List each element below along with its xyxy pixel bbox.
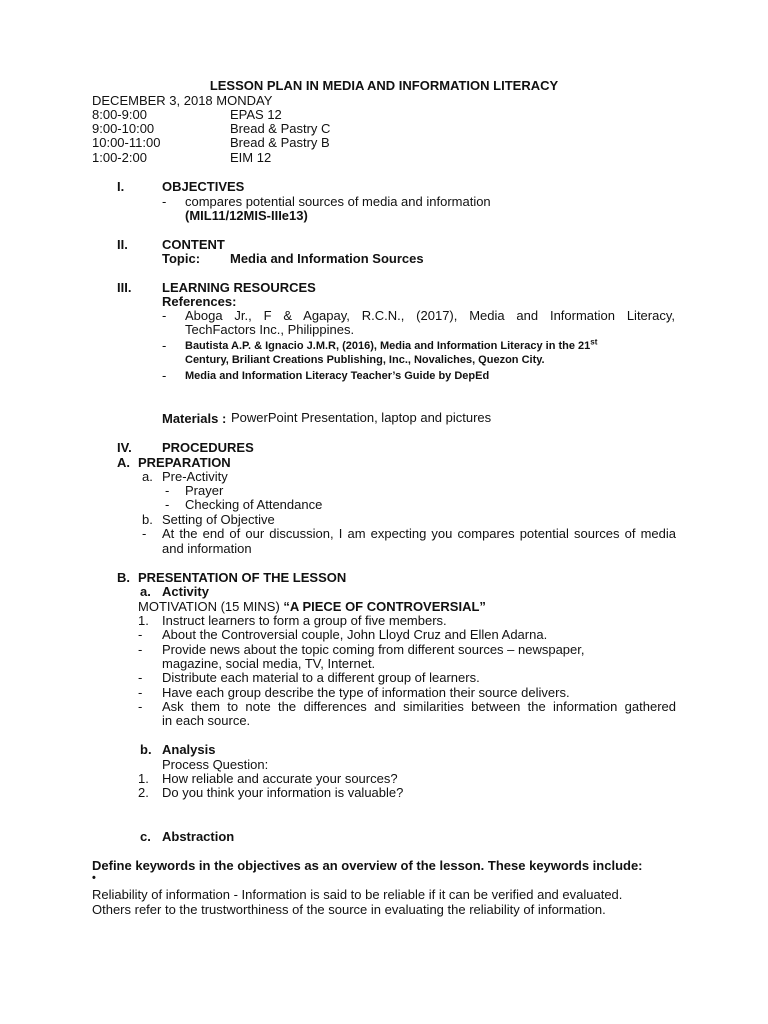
setting-text-line-1: At the end of our discussion, I am expecting you compares potential sources of media <box>162 526 676 541</box>
setting-objective: Setting of Objective <box>162 512 275 527</box>
setting-text-line-2: and information <box>162 541 252 556</box>
activity-item-4: Distribute each material to a different group of learners. <box>162 670 480 685</box>
item-letter: a. <box>142 469 153 484</box>
procedures-heading: PROCEDURES <box>162 440 254 455</box>
materials-value: PowerPoint Presentation, laptop and pictures <box>231 410 492 425</box>
date-line: DECEMBER 3, 2018 MONDAY <box>92 93 273 108</box>
superscript: st <box>590 337 598 347</box>
list-number: 1. <box>138 771 149 786</box>
document-title: LESSON PLAN IN MEDIA AND INFORMATION LITERACY <box>209 78 559 93</box>
checking-attendance: Checking of Attendance <box>185 497 323 512</box>
abstraction-heading: Abstraction <box>162 829 235 844</box>
item-letter: b. <box>140 742 152 757</box>
section-numeral: IV. <box>117 440 132 455</box>
section-numeral: III. <box>117 280 132 295</box>
reference-1-line-2: TechFactors Inc., Philippines. <box>185 322 355 337</box>
section-numeral: I. <box>117 179 125 194</box>
list-dash: - <box>142 526 147 541</box>
list-dash: - <box>162 368 167 383</box>
list-dash: - <box>138 685 143 700</box>
schedule-time: 10:00-11:00 <box>92 135 161 150</box>
list-dash: - <box>162 308 167 323</box>
pre-activity: Pre-Activity <box>162 469 228 484</box>
motivation-prefix: MOTIVATION (15 MINS) <box>138 599 284 614</box>
keywords-intro: Define keywords in the objectives as an overview of the lesson. These keywords include: <box>92 858 643 873</box>
question-1: How reliable and accurate your sources? <box>162 771 398 786</box>
list-dash: - <box>138 670 143 685</box>
reference-1-line-1: Aboga Jr., F & Agapay, R.C.N., (2017), Media and Information Literacy, <box>185 308 675 323</box>
part-letter: A. <box>117 455 130 470</box>
competency-code: (MIL11/12MIS-IIIe13) <box>185 208 308 223</box>
list-dash: - <box>138 627 143 642</box>
activity-item-6-line-1: Ask them to note the differences and similarities between the information gathered <box>162 699 676 714</box>
schedule-time: 1:00-2:00 <box>92 150 147 165</box>
schedule-class: EIM 12 <box>230 150 272 165</box>
list-number: 1. <box>138 613 149 628</box>
schedule-time: 9:00-10:00 <box>92 121 155 136</box>
activity-item-2: About the Controversial couple, John Lloyd Cruz and Ellen Adarna. <box>162 627 548 642</box>
reference-2-line-2: Century, Briliant Creations Publishing, Inc., Novaliches, Quezon City. <box>185 354 545 366</box>
analysis-heading: Analysis <box>162 742 216 757</box>
item-letter: c. <box>140 829 151 844</box>
activity-item-6-line-2: in each source. <box>162 713 251 728</box>
activity-item-3-line-2: magazine, social media, TV, Internet. <box>162 656 376 671</box>
schedule-class: EPAS 12 <box>230 107 282 122</box>
list-number: 2. <box>138 785 149 800</box>
list-dash: - <box>138 699 143 714</box>
reference-2-line-1: Bautista A.P. & Ignacio J.M.R, (2016), Media and Information Literacy in the 21st <box>185 337 598 352</box>
section-numeral: II. <box>117 237 128 252</box>
process-question-label: Process Question: <box>162 757 269 772</box>
activity-item-1: Instruct learners to form a group of five members. <box>162 613 447 628</box>
references-label: References: <box>162 294 237 309</box>
presentation-heading: PRESENTATION OF THE LESSON <box>138 570 347 585</box>
item-letter: b. <box>142 512 153 527</box>
topic-value: Media and Information Sources <box>230 251 424 266</box>
motivation-title: “A PIECE OF CONTROVERSIAL” <box>283 599 486 614</box>
list-dash: - <box>165 483 170 498</box>
list-dash: - <box>165 497 170 512</box>
list-dash: - <box>162 194 167 209</box>
bullet: • <box>92 872 96 884</box>
list-dash: - <box>162 338 167 353</box>
question-2: Do you think your information is valuable? <box>162 785 404 800</box>
reference-3: Media and Information Literacy Teacher’s Guide by DepEd <box>185 370 490 382</box>
item-letter: a. <box>140 584 151 599</box>
schedule-row <box>0 136 768 151</box>
part-letter: B. <box>117 570 130 585</box>
keyword-reliability-line-1: Reliability of information - Information is said to be reliable if it can be verified and evaluated. <box>92 887 623 902</box>
activity-heading: Activity <box>162 584 209 599</box>
activity-item-3-line-1: Provide news about the topic coming from different sources – newspaper, <box>162 642 585 657</box>
objective-item: compares potential sources of media and information <box>185 194 491 209</box>
resources-heading: LEARNING RESOURCES <box>162 280 316 295</box>
activity-item-5: Have each group describe the type of information their source delivers. <box>162 685 570 700</box>
keyword-reliability-line-2: Others refer to the trustworthiness of the source in evaluating the reliability of information. <box>92 902 606 917</box>
list-dash: - <box>138 642 143 657</box>
prayer: Prayer <box>185 483 224 498</box>
schedule-class: Bread & Pastry C <box>230 121 331 136</box>
schedule-row <box>0 151 768 166</box>
schedule-time: 8:00-9:00 <box>92 107 147 122</box>
preparation-heading: PREPARATION <box>138 455 231 470</box>
topic-label: Topic: <box>162 251 201 266</box>
schedule-class: Bread & Pastry B <box>230 135 330 150</box>
materials-label: Materials : <box>162 411 227 426</box>
content-heading: CONTENT <box>162 237 225 252</box>
objectives-heading: OBJECTIVES <box>162 179 245 194</box>
